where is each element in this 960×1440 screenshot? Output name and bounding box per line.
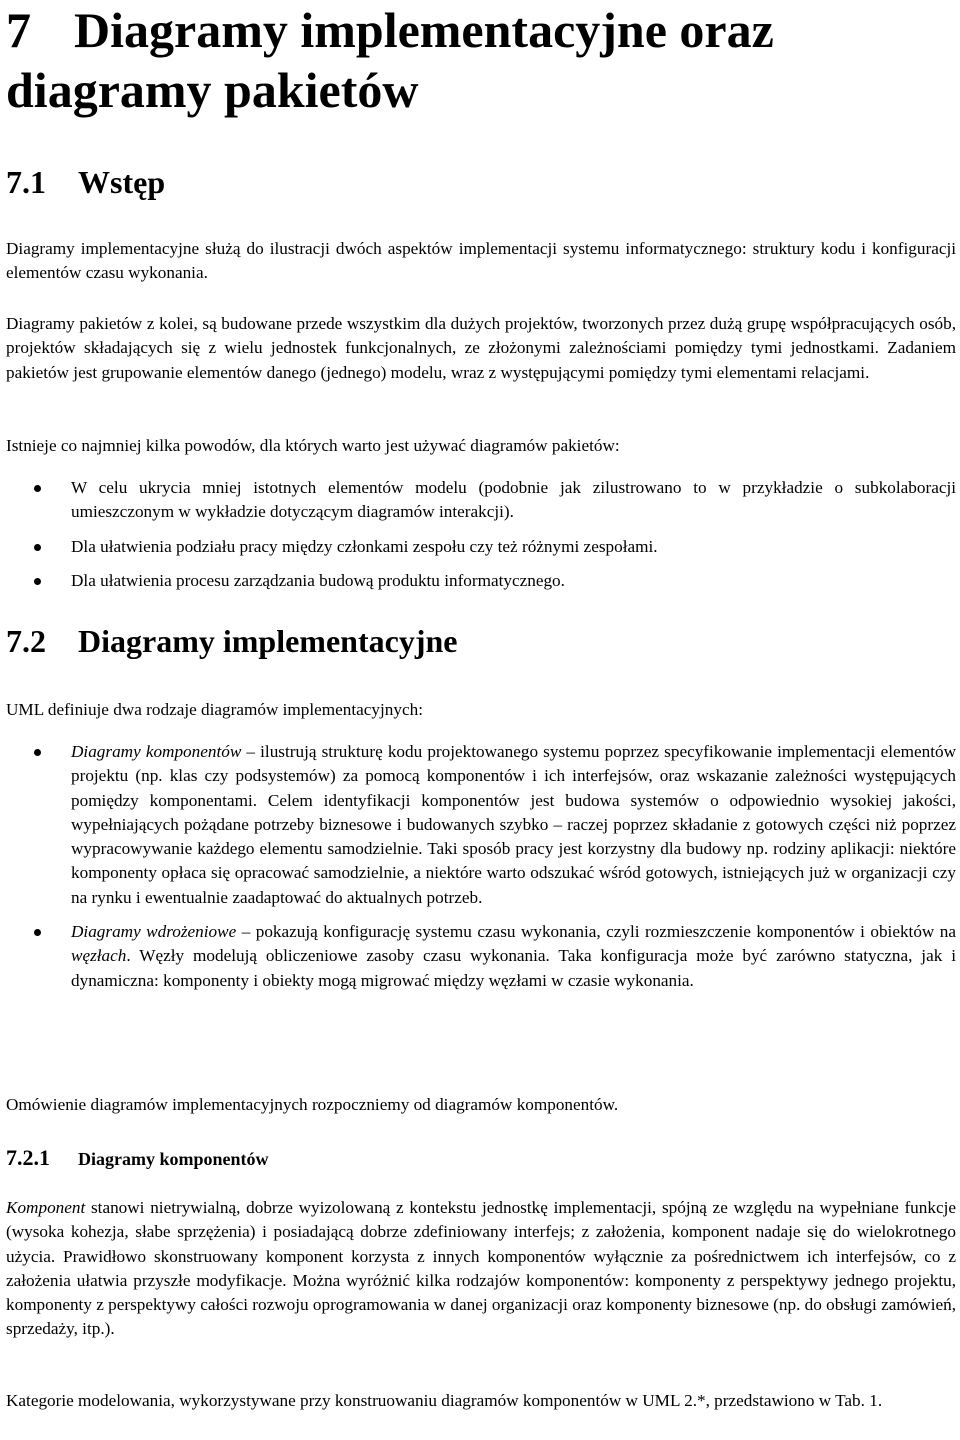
section-7-2-bullets-block <box>6 740 956 993</box>
term-komponent: Komponent <box>6 1198 86 1217</box>
section-7-2-intro: UML definiuje dwa rodzaje diagramów implementacyjnych: <box>6 700 423 719</box>
list-item <box>6 476 956 525</box>
bullet-text: W celu ukrycia mniej istotnych elementów modelu (podobnie jak zilustrowano to w przykładzie o subkolaboracji umieszczonym w wykładzie dotyczącym diagramów interakcji). <box>71 478 956 522</box>
list-item <box>6 920 956 993</box>
section-7-1-number: 7.1 <box>6 164 46 200</box>
term-diagramy-komponentow: Diagramy komponentów <box>71 742 242 761</box>
section-7-2-heading-block <box>6 621 956 661</box>
section-7-2-1-heading-block <box>6 1143 956 1174</box>
section-7-2-1-paragraph-2: Kategorie modelowania, wykorzystywane przy konstruowaniu diagramów komponentów w UML 2.*, przedstawiono w Tab. 1. <box>6 1391 883 1410</box>
bullet-dot-icon <box>34 578 41 585</box>
bullet-text: Dla ułatwienia procesu zarządzania budową produktu informatycznego. <box>71 570 565 590</box>
section-7-2-1-title <box>6 1143 956 1174</box>
chapter-title-line1: Diagramy implementacyjne oraz <box>74 2 774 58</box>
paragraph-text: stanowi nietrywialną, dobrze wyizolowaną z kontekstu jednostkę implementacji, spójną ze względu na wypełniane funkcje (wysoka kohezja, słabe sprzężenia) i posiadającą dobrze zdefiniowany interfejs; z założenia, komponent nadaje się do wielokrotnego użycia. Prawidłowo skonstruowany komponent korzysta z innych komponentów wyłącznie za pośrednictwem ich interfejsów, co z założenia ułatwia przyszłe modyfikacje. Można wyróżnić kilka rodzajów komponentów: komponenty z perspektywy jednego projektu, komponenty z perspektywy całości rozwoju oprogramowania w danej organizacji oraz komponenty biznesowe (np. do obsługi zamówień, sprzedaży, itp.). <box>6 1198 956 1339</box>
section-7-1-paragraph-2: Diagramy pakietów z kolei, są budowane przede wszystkim dla dużych projektów, tworzonych przez dużą grupę współpracujących osób, projektów składających się z wielu jednostek funkcjonalnych, ze złożonymi zależnościami pomiędzy tymi jednostkami. Zadaniem pakietów jest grupowanie elementów danego (jednego) modelu, wraz z występującymi pomiędzy tymi elementami relacjami. <box>6 314 956 382</box>
term-diagramy-wdrozeniowe: Diagramy wdrożeniowe <box>71 922 237 942</box>
section-7-1-para3-block <box>6 434 956 458</box>
chapter-title-line2: diagramy pakietów <box>6 62 419 118</box>
section-7-1-para1-block <box>6 237 956 286</box>
section-7-2-intro-block <box>6 698 956 722</box>
section-7-2-1-paragraph-1 <box>6 1196 956 1342</box>
section-7-2-1-para1-block <box>6 1196 956 1342</box>
bullet-text: Dla ułatwienia podziału pracy między członkami zespołu czy też różnymi zespołami. <box>71 536 658 556</box>
section-7-2-outro: Omówienie diagramów implementacyjnych rozpoczniemy od diagramów komponentów. <box>6 1095 619 1114</box>
bullet-dot-icon <box>34 485 41 492</box>
section-7-2-1-number: 7.2.1 <box>6 1145 50 1170</box>
section-7-2-bullet-list <box>6 740 956 993</box>
list-item <box>6 740 956 910</box>
bullet-dot-icon <box>34 929 41 936</box>
section-7-2-1-para2-block <box>6 1389 956 1413</box>
section-7-1-paragraph-3: Istnieje co najmniej kilka powodów, dla których warto jest używać diagramów pakietów: <box>6 436 620 455</box>
list-item <box>6 535 956 559</box>
section-7-2-title <box>6 621 956 661</box>
section-7-1-paragraph-1: Diagramy implementacyjne służą do ilustracji dwóch aspektów implementacji systemu informatycznego: struktury kodu i konfiguracji elementów czasu wykonania. <box>6 239 956 283</box>
bullet-dot-icon <box>34 749 41 756</box>
bullet-text-b: . Węzły modelują obliczeniowe zasoby czasu wykonania. Taka konfiguracja może być zarówno statyczna, jak i dynamiczna: komponenty i obiekty mogą migrować między węzłami w czasie wykonania. <box>71 946 956 990</box>
section-7-1-bullet-list <box>6 476 956 593</box>
chapter-heading-block <box>6 0 956 120</box>
chapter-number: 7 <box>6 2 31 58</box>
bullet-text-a: – pokazują konfigurację systemu czasu wykonania, czyli rozmieszczenie komponentów i obiektów na <box>236 922 956 942</box>
term-wezlach: węzłach <box>71 946 127 966</box>
section-7-1-bullets-block <box>6 476 956 593</box>
section-7-1-para2-block <box>6 312 956 385</box>
section-7-1-title <box>6 162 956 202</box>
chapter-title <box>6 0 956 120</box>
section-7-2-1-title-text: Diagramy komponentów <box>78 1149 269 1169</box>
section-7-2-title-text: Diagramy implementacyjne <box>78 623 458 659</box>
bullet-dot-icon <box>34 544 41 551</box>
section-7-1-heading-block <box>6 162 956 202</box>
section-7-2-number: 7.2 <box>6 623 46 659</box>
bullet-text: – ilustrują strukturę kodu projektowanego systemu poprzez specyfikowanie implementacji elementów projektu (np. klas czy podsystemów) za pomocą komponentów i ich interfejsów, oraz wskazanie zależności występujących pomiędzy komponentami. Celem identyfikacji komponentów jest budowa systemów o odpowiednio wysokiej jakości, wypełniających pożądane potrzeby biznesowe i budowanych szybko – raczej poprzez składanie z gotowych części niż poprzez wypracowywanie każdego elementu samodzielnie. Taki sposób pracy jest korzystny dla budowy np. rodziny aplikacji: niektóre komponenty opłaca się opracować samodzielnie, a niektóre warto odszukać wśród gotowych, istniejących już w organizacji czy na rynku i ewentualnie zaadaptować do aktualnych potrzeb. <box>71 742 956 907</box>
section-7-2-outro-block <box>6 1093 956 1117</box>
list-item <box>6 569 956 593</box>
section-7-1-title-text: Wstęp <box>78 164 166 200</box>
